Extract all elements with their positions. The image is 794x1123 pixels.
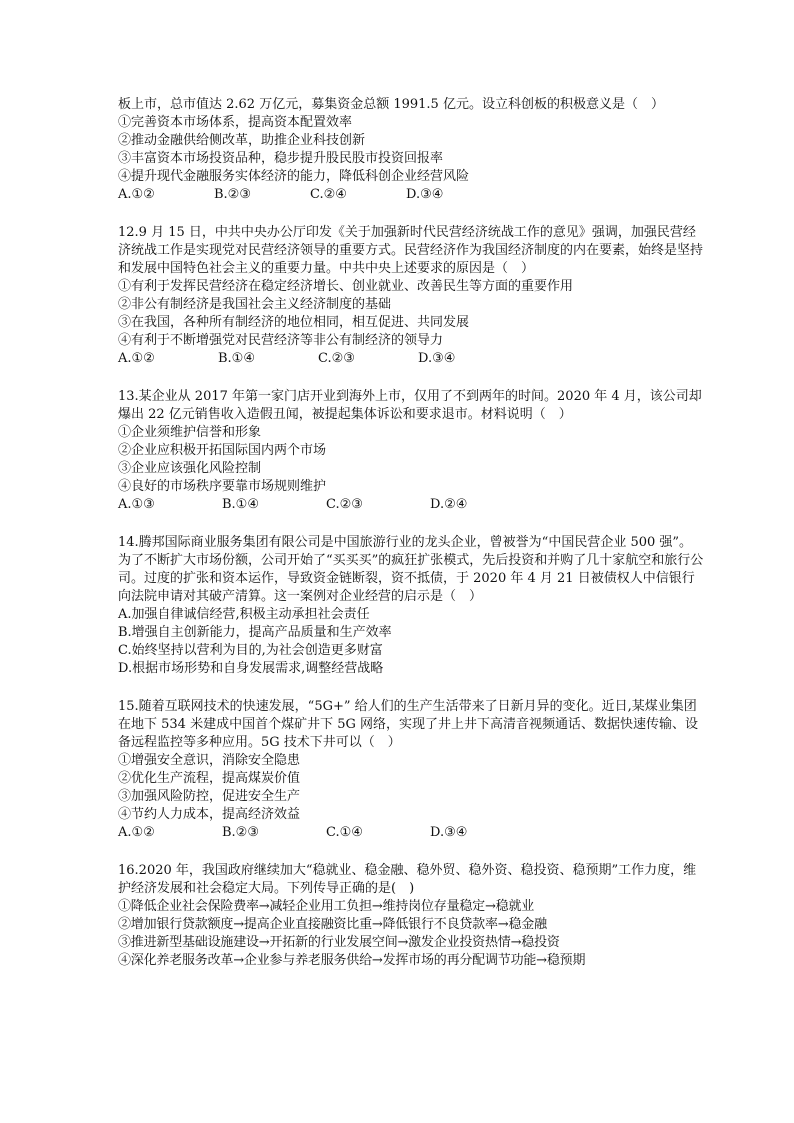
choice-b: B.②③ (222, 825, 259, 840)
option-c: C.始终坚持以营利为目的,为社会创造更多财富 (118, 643, 383, 658)
question-12 (118, 224, 704, 368)
choice-c: C.②③ (318, 351, 355, 366)
question-11-continued (118, 96, 704, 204)
question-list (118, 96, 704, 990)
question-16 (118, 862, 704, 970)
answer-choices (118, 186, 704, 204)
option-3: ③在我国，各种所有制经济的地位相同，相互促进、共同发展 (118, 315, 470, 330)
choice-d: D.③④ (418, 351, 456, 366)
option-2: ②企业应积极开拓国际国内两个市场 (118, 443, 327, 458)
question-stem: 12.9 月 15 日，中共中央办公厅印发《关于加强新时代民营经济统战工作的意见》强调，加强民营经济统战工作是实现党对民营经济领导的重要方式。民营经济作为我国经济制度的内在要素，始终是坚持和发展中国特色社会主义的重要力量。中共中央上述要求的原因是（ ） (118, 225, 704, 276)
option-3: ③丰富资本市场投资品种，稳步提升股民股市投资回报率 (118, 151, 444, 166)
option-2: ②增加银行贷款额度→提高企业直接融资比重→降低银行不良贷款率→稳金融 (118, 917, 547, 932)
option-4: ④节约人力成本，提高经济效益 (118, 807, 301, 822)
option-3: ③企业应该强化风险控制 (118, 461, 262, 476)
option-1: ①增强安全意识，消除安全隐患 (118, 753, 301, 768)
question-14 (118, 534, 704, 678)
option-d: D.根据市场形势和自身发展需求,调整经营战略 (118, 661, 384, 676)
choice-c: C.①④ (326, 825, 363, 840)
question-13 (118, 388, 704, 514)
question-stem: 14.腾邦国际商业服务集团有限公司是中国旅游行业的龙头企业，曾被誉为“中国民营企业 500 强”。为了不断扩大市场份额，公司开始了“买买买”的疯狂扩张模式，先后投资和并购了几十家航空和旅行公司。过度的扩张和资本运作，导致资金链断裂，资不抵债，于 2020 年 4 月 21 日被债权人中信银行向法院申请对其破产清算。这一案例对企业经营的启示是（ ） (118, 535, 704, 604)
question-stem: 板上市，总市值达 2.62 万亿元，募集资金总额 1991.5 亿元。设立科创板的积极意义是（ ） (118, 97, 664, 112)
choice-b: B.①④ (222, 497, 259, 512)
choice-a: A.①② (118, 825, 155, 840)
choice-c: C.②④ (310, 187, 347, 202)
option-2: ②非公有制经济是我国社会主义经济制度的基础 (118, 297, 392, 312)
question-15 (118, 698, 704, 842)
choice-a: A.①② (118, 351, 155, 366)
answer-choices (118, 350, 704, 368)
choice-d: D.③④ (430, 825, 468, 840)
answer-choices (118, 824, 704, 842)
question-stem: 13.某企业从 2017 年第一家门店开业到海外上市，仅用了不到两年的时间。2020 年 4 月，该公司却爆出 22 亿元销售收入造假丑闻，被提起集体诉讼和要求退市。材料说明（ ） (118, 389, 702, 422)
option-4: ④提升现代金融服务实体经济的能力，降低科创企业经营风险 (118, 169, 470, 184)
option-1: ①完善资本市场体系，提高资本配置效率 (118, 115, 353, 130)
option-3: ③推进新型基础设施建设→开拓新的行业发展空间→激发企业投资热情→稳投资 (118, 935, 560, 950)
question-stem: 15.随着互联网技术的快速发展，“5G+” 给人们的生产生活带来了日新月异的变化。近日,某煤业集团在地下 534 米建成中国首个煤矿井下 5G 网络，实现了井上井下高清音视频通话、数据快速传输、设备远程监控等多种应用。5G 技术下井可以（ ） (118, 699, 698, 750)
choice-a: A.①③ (118, 497, 155, 512)
choice-c: C.②③ (326, 497, 363, 512)
option-1: ①企业须维护信誉和形象 (118, 425, 262, 440)
option-1: ①有利于发挥民营经济在稳定经济增长、创业就业、改善民生等方面的重要作用 (118, 279, 574, 294)
choice-d: D.②④ (430, 497, 468, 512)
option-2: ②优化生产流程，提高煤炭价值 (118, 771, 301, 786)
answer-choices (118, 496, 704, 514)
choice-b: B.②③ (214, 187, 251, 202)
option-a: A.加强自律诚信经营,积极主动承担社会责任 (118, 607, 370, 622)
choice-d: D.③④ (406, 187, 444, 202)
option-1: ①降低企业社会保险费率→减轻企业用工负担→维持岗位存量稳定→稳就业 (118, 899, 535, 914)
choice-b: B.①④ (218, 351, 255, 366)
option-2: ②推动金融供给侧改革，助推企业科技创新 (118, 133, 366, 148)
question-stem: 16.2020 年，我国政府继续加大“稳就业、稳金融、稳外贸、稳外资、稳投资、稳预期”工作力度，维护经济发展和社会稳定大局。下列传导正确的是( ) (118, 863, 697, 896)
option-4: ④有利于不断增强党对民营经济等非公有制经济的领导力 (118, 333, 444, 348)
option-3: ③加强风险防控，促进安全生产 (118, 789, 301, 804)
option-4: ④深化养老服务改革→企业参与养老服务供给→发挥市场的再分配调节功能→稳预期 (118, 953, 586, 968)
choice-a: A.①② (118, 187, 155, 202)
option-b: B.增强自主创新能力，提高产品质量和生产效率 (118, 625, 392, 640)
option-4: ④良好的市场秩序要靠市场规则维护 (118, 479, 327, 494)
